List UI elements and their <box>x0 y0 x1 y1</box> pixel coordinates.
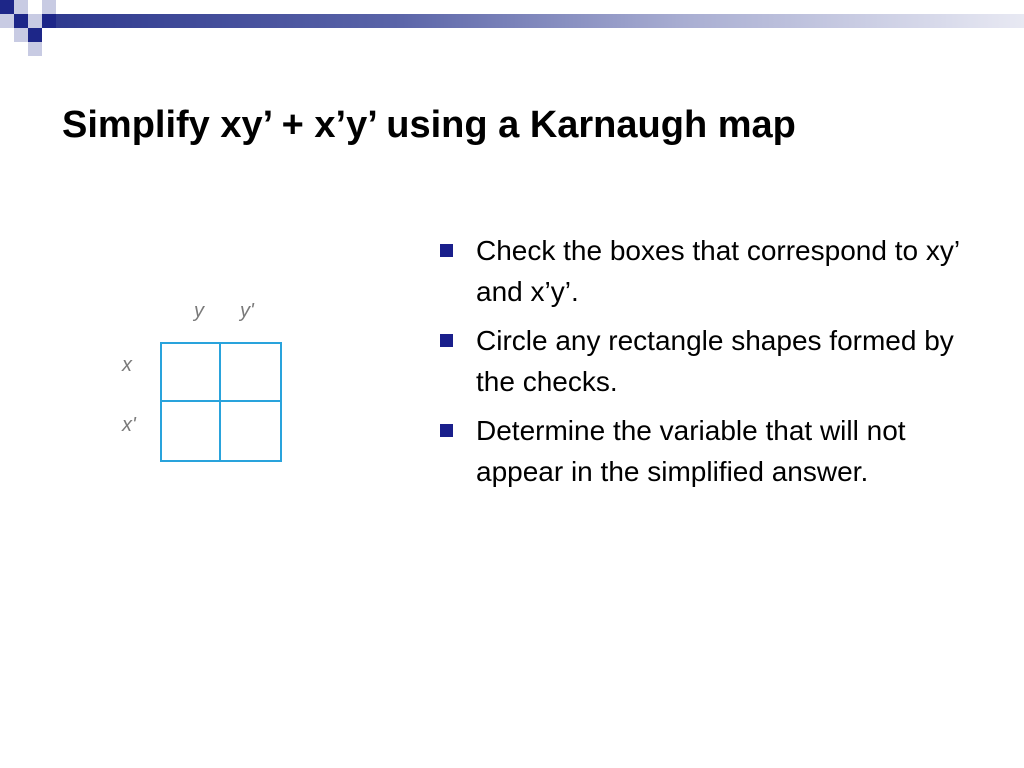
row-label-x: x <box>122 354 132 376</box>
decor-square <box>14 0 28 14</box>
decor-square <box>14 28 28 42</box>
decor-square <box>28 14 42 28</box>
decor-square <box>42 28 56 42</box>
kmap-cell-xy <box>162 344 221 402</box>
bullet-text: Check the boxes that correspond to xy’ and x’y’. <box>476 235 959 307</box>
header-gradient-bar <box>56 14 1024 28</box>
kmap-cell-xy-prime <box>221 344 280 402</box>
decor-square <box>28 42 42 56</box>
row-label-x-prime: x' <box>122 414 136 436</box>
bullet-text: Circle any rectangle shapes formed by the checks. <box>476 325 954 397</box>
kmap-grid <box>160 342 282 462</box>
decorative-header-band <box>0 0 1024 62</box>
bullet-item <box>440 320 960 402</box>
square-bullet-icon <box>440 424 453 437</box>
decor-square <box>0 0 14 14</box>
square-bullet-icon <box>440 334 453 347</box>
bullet-item <box>440 230 960 312</box>
decor-square <box>42 0 56 14</box>
decor-square <box>0 28 14 42</box>
decor-square <box>14 14 28 28</box>
bullet-list <box>440 230 960 500</box>
column-label-y-prime: y' <box>240 300 254 322</box>
column-label-y: y <box>194 300 204 322</box>
bullet-text: Determine the variable that will not appear in the simplified answer. <box>476 415 906 487</box>
square-bullet-icon <box>440 244 453 257</box>
decor-square <box>28 28 42 42</box>
decor-square <box>42 14 56 28</box>
bullet-item <box>440 410 960 492</box>
decor-square <box>0 14 14 28</box>
kmap-cell-x-prime-y-prime <box>221 402 280 460</box>
decor-square <box>28 0 42 14</box>
slide-title: Simplify xy’ + x’y’ using a Karnaugh map <box>62 104 796 146</box>
karnaugh-map <box>112 290 302 480</box>
kmap-cell-x-prime-y <box>162 402 221 460</box>
